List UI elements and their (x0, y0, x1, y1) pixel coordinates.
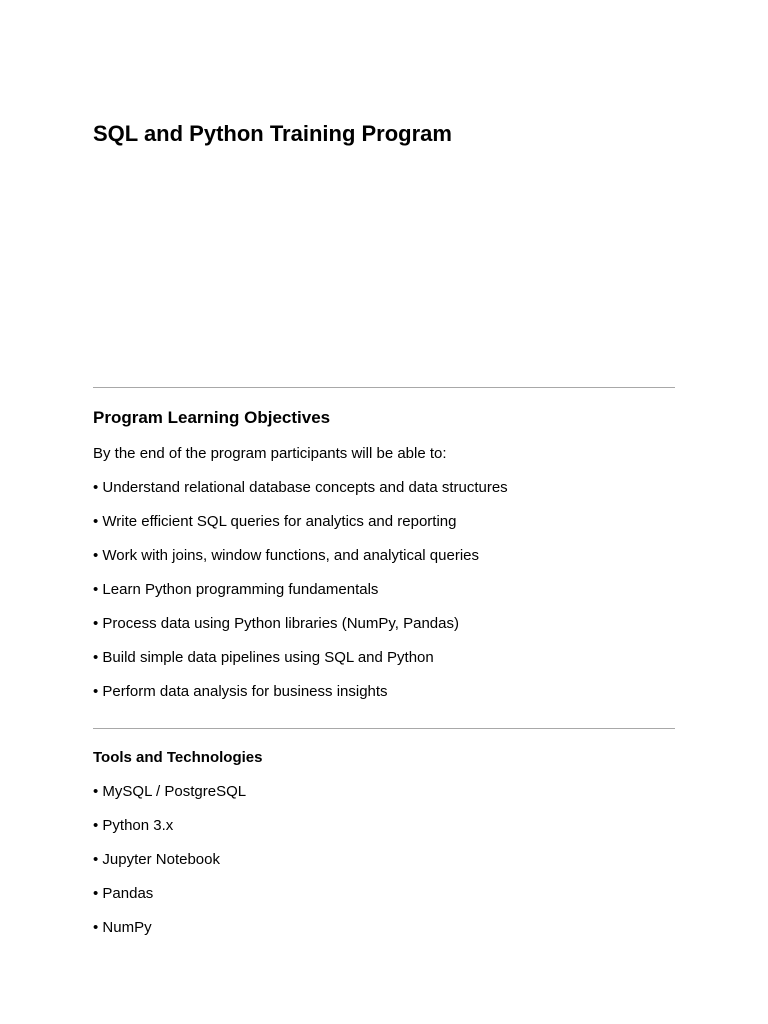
objective-item: • Build simple data pipelines using SQL and Python (93, 649, 434, 666)
objective-item: • Work with joins, window functions, and analytical queries (93, 547, 479, 564)
objectives-intro: By the end of the program participants will be able to: (93, 445, 447, 462)
objective-item: • Learn Python programming fundamentals (93, 581, 379, 598)
objective-item: • Perform data analysis for business insights (93, 683, 388, 700)
section-divider (93, 387, 675, 388)
tool-item: • Jupyter Notebook (93, 851, 220, 868)
tools-list (93, 782, 246, 952)
objective-item: • Process data using Python libraries (NumPy, Pandas) (93, 615, 459, 632)
objectives-list (93, 478, 508, 716)
objective-item: • Understand relational database concepts and data structures (93, 479, 508, 496)
tool-item: • Pandas (93, 885, 154, 902)
tool-item: • Python 3.x (93, 817, 174, 834)
tool-item: • NumPy (93, 919, 152, 936)
objective-item: • Write efficient SQL queries for analytics and reporting (93, 513, 457, 530)
section-divider (93, 728, 675, 729)
tool-item: • MySQL / PostgreSQL (93, 783, 247, 800)
tools-heading: Tools and Technologies (93, 749, 263, 766)
objectives-heading: Program Learning Objectives (93, 408, 331, 427)
document-title: SQL and Python Training Program (93, 121, 452, 146)
